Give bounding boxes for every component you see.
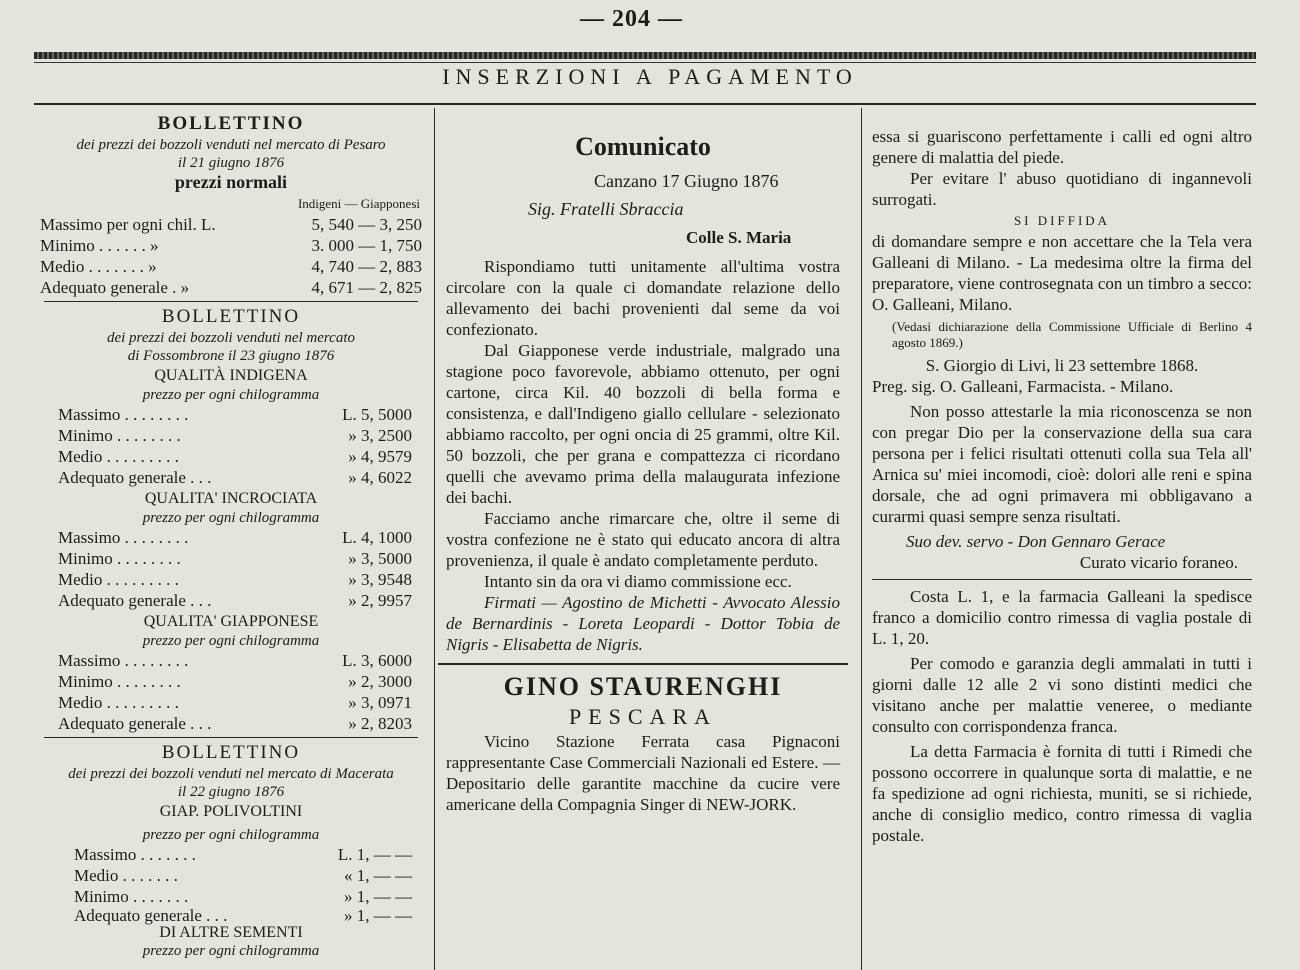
price-row — [40, 235, 422, 256]
comunicato-signatures: Firmati — Agostino de Michetti - Avvocato Alessio de Bernardinis - Loreta Leopardi - Dottor Tobia de Nigris - Elisabetta de Nigris. — [446, 593, 840, 654]
price-label: Medio . . . . . . . . . — [58, 447, 179, 466]
altre-sementi-heading: DI ALTRE SEMENTI — [159, 924, 303, 941]
price-row — [40, 590, 422, 611]
price-value: » 4, 9579 — [348, 447, 412, 466]
bollettino-fossombrone-title: BOLLETTINO — [161, 306, 301, 327]
price-label: Adequato generale . . . — [58, 591, 212, 610]
price-row — [40, 713, 422, 734]
bollettino-macerata-subtitle: dei prezzi dei bozzoli venduti nel mercato di Macerata — [68, 766, 394, 782]
polivoltini-heading: GIAP. POLIVOLTINI — [159, 803, 303, 820]
price-label: Adequato generale . . . — [58, 468, 212, 487]
price-value: » 2, 3000 — [348, 672, 412, 691]
price-label: Minimo . . . . . . . — [74, 887, 189, 906]
price-value: » 4, 6022 — [348, 468, 412, 487]
price-label: Medio . . . . . . . . . — [58, 570, 179, 589]
letter-signature-title: Curato vicario foraneo. — [1079, 553, 1238, 572]
letter-body: Non posso attestarle la mia riconoscenza se non con pregar Dio per la conservazione della sua cara persona per i felici risultati ottenuti colla sua Tela all' Arnica su' miei incomodi, cioè: dolori alle reni e spina dorsale, che ad ogni primavera mi obbligavano a curarmi quasi sempre senza risultati. — [872, 402, 1252, 526]
price-label: Massimo per ogni chil. L. — [40, 215, 216, 234]
comunicato-dateline: Canzano 17 Giugno 1876 — [594, 171, 779, 191]
price-label: Adequato generale . » — [40, 278, 190, 297]
price-label: Medio . . . . . . . — [74, 866, 178, 885]
tela-paragraph: Per evitare l' abuso quotidiano di ingannevoli surrogati. — [872, 169, 1252, 209]
price-label: Minimo . . . . . . . . — [58, 672, 181, 691]
price-value: L. 3, 6000 — [342, 651, 412, 670]
ad-divider — [438, 663, 848, 665]
pricing-paragraph: Costa L. 1, e la farmacia Galleani la spedisce franco a domicilio contro rimessa di vaglia postale di L. 1, 20. — [872, 587, 1252, 648]
price-label: Massimo . . . . . . . . — [58, 528, 189, 547]
comunicato-paragraph: Intanto sin da ora vi diamo commissione ecc. — [484, 572, 792, 591]
price-row — [40, 527, 422, 548]
divider — [44, 301, 418, 302]
price-row — [40, 671, 422, 692]
price-label: Minimo . . . . . . . . — [58, 549, 181, 568]
comunicato-paragraph: Rispondiamo tutti unitamente all'ultima vostra circolare con la quale ci domandate relazione dello allevamento dei bachi provenienti dal seme da voi confezionato. — [446, 257, 840, 339]
price-value: L. 1, — — — [337, 845, 412, 864]
commission-note: (Vedasi dichiarazione della Commissione Ufficiale di Berlino 4 agosto 1869.) — [892, 319, 1252, 350]
top-rule-thin — [34, 62, 1256, 63]
price-label: Medio . . . . . . . » — [40, 257, 157, 276]
price-row — [40, 446, 422, 467]
column-comunicato — [446, 118, 840, 815]
tela-paragraph: essa si guariscono perfettamente i calli ed ogni altro genere di malattia del piede. — [872, 127, 1252, 167]
comunicato-paragraph: Dal Giapponese verde industriale, malgrado una stagione poco favorevole, abbiamo ottenuto, per ogni cartone, circa Kil. 40 bozzoli di bella forma e consistenza, e dall'Indigeno giallo cellulare - selezionato abbiamo raccolto, per ogni oncia di 25 grammi, oltre Kil. 50 bozzoli, che per grana e compattezza ci ricordano quelli che avevamo prima della malaugurata infezione dei bachi. — [446, 341, 840, 507]
ad-city: PESCARA — [568, 704, 718, 729]
price-columns-header: Indigeni — Giapponesi — [297, 196, 420, 211]
price-row — [40, 548, 422, 569]
column-divider-right — [861, 108, 862, 970]
diffida-heading: SI DIFFIDA — [1013, 213, 1111, 228]
medical-paragraph: Per comodo e garanzia degli ammalati in tutti i giorni dalle 12 alle 2 vi sono distinti medici che visitano anche per malattie veneree, o mediante consulto con corrispondenza franca. — [872, 654, 1252, 736]
column-divider-left — [434, 108, 435, 970]
price-row — [40, 467, 422, 488]
ad-title: GINO STAURENGHI — [503, 672, 783, 701]
polivoltini-subheading: prezzo per ogni chilogramma — [142, 827, 320, 843]
tela-paragraph: di domandare sempre e non accettare che la Tela vera Galleani di Milano. - La medesima oltre la firma del preparatore, viene controsegnata con un timbro a secco: O. Galleani, Milano. — [872, 232, 1252, 314]
price-value: « 1, — — — [344, 866, 412, 885]
letter-signature: Suo dev. servo - Don Gennaro Gerace — [906, 532, 1166, 551]
price-row — [40, 886, 422, 907]
bollettino-pesaro-date: il 21 giugno 1876 — [177, 155, 285, 171]
bollettino-macerata-title: BOLLETTINO — [161, 742, 301, 763]
bollettino-pesaro-subtitle: dei prezzi dei bozzoli venduti nel mercato di Pesaro — [76, 137, 386, 153]
bollettino-fossombrone-date: di Fossombrone il 23 giugno 1876 — [127, 348, 335, 364]
price-value: » 1, — — — [344, 887, 412, 906]
column-tela-galleani — [872, 126, 1252, 846]
price-row — [40, 692, 422, 713]
price-value: 4, 740 — 2, 883 — [311, 257, 422, 276]
price-value: L. 4, 1000 — [342, 528, 412, 547]
comunicato-addressee: Sig. Fratelli Sbraccia — [528, 199, 684, 219]
ad-text: Vicino Stazione Ferrata casa Pignaconi rappresentante Case Commerciali Nazionali ed Estere. — Depositario delle garantite macchine da cucire vere americane della Compagnia Singer di NEW-JORK. — [446, 732, 840, 814]
quality-indigena-subheading: prezzo per ogni chilogramma — [142, 387, 320, 403]
price-row — [40, 844, 422, 865]
price-row — [40, 907, 422, 924]
bollettino-macerata-date: il 22 giugno 1876 — [177, 784, 285, 800]
pharmacy-paragraph: La detta Farmacia è fornita di tutti i Rimedi che possono occorrere in qualunque sorta di malattie, e ne fa spedizione ad ogni richiesta, muniti, se si richiede, anche di consiglio medico, contro rimessa di vaglia postale. — [872, 742, 1252, 845]
price-row — [40, 865, 422, 886]
top-rule — [34, 52, 1256, 59]
price-row — [40, 256, 422, 277]
price-value: 5, 540 — 3, 250 — [311, 215, 422, 234]
altre-sementi-subheading: prezzo per ogni chilogramma — [142, 943, 320, 959]
price-label: Minimo . . . . . . . . — [58, 426, 181, 445]
price-row — [40, 569, 422, 590]
price-label: Massimo . . . . . . . . — [58, 651, 189, 670]
price-row — [40, 277, 422, 298]
letter-salutation: Preg. sig. O. Galleani, Farmacista. - Milano. — [872, 377, 1174, 396]
header-rule — [34, 103, 1256, 105]
price-label: Adequato generale . . . — [74, 906, 228, 925]
comunicato-paragraph: Facciamo anche rimarcare che, oltre il seme di vostra confezione ne è stato qui educato ancora di altra provenienza, il quale è andato completamente perduto. — [446, 509, 840, 570]
quality-giapponese-subheading: prezzo per ogni chilogramma — [142, 633, 320, 649]
price-value: » 1, — — — [344, 906, 412, 925]
price-value: 4, 671 — 2, 825 — [311, 278, 422, 297]
quality-giapponese-heading: QUALITA' GIAPPONESE — [143, 613, 319, 630]
price-value: » 3, 5000 — [348, 549, 412, 568]
price-row — [40, 214, 422, 235]
prezzi-normali-heading: prezzi normali — [174, 172, 288, 192]
comunicato-title: Comunicato — [575, 132, 711, 161]
price-label: Massimo . . . . . . . — [74, 845, 196, 864]
price-value: » 3, 9548 — [348, 570, 412, 589]
divider — [872, 579, 1252, 580]
quality-incrociata-subheading: prezzo per ogni chilogramma — [142, 510, 320, 526]
section-title: INSERZIONI A PAGAMENTO — [442, 64, 858, 89]
quality-indigena-heading: QUALITÀ INDIGENA — [154, 367, 308, 384]
column-bollettini — [40, 112, 422, 960]
price-value: L. 5, 5000 — [342, 405, 412, 424]
price-row — [40, 650, 422, 671]
price-value: 3. 000 — 1, 750 — [311, 236, 422, 255]
bollettino-pesaro-title: BOLLETTINO — [157, 113, 305, 134]
price-row — [40, 425, 422, 446]
price-label: Adequato generale . . . — [58, 714, 212, 733]
bollettino-fossombrone-subtitle: dei prezzi dei bozzoli venduti nel mercato — [106, 330, 355, 346]
price-value: » 2, 8203 — [348, 714, 412, 733]
page-number: — 204 — — [580, 6, 683, 32]
quality-incrociata-heading: QUALITA' INCROCIATA — [144, 490, 318, 507]
price-value: » 3, 0971 — [348, 693, 412, 712]
price-value: » 2, 9957 — [348, 591, 412, 610]
price-value: » 3, 2500 — [348, 426, 412, 445]
price-row — [40, 404, 422, 425]
price-label: Massimo . . . . . . . . — [58, 405, 189, 424]
comunicato-place: Colle S. Maria — [686, 228, 792, 247]
letter-dateline: S. Giorgio di Livi, li 23 settembre 1868. — [925, 356, 1199, 375]
divider — [44, 737, 418, 738]
price-label: Minimo . . . . . . » — [40, 236, 159, 255]
price-label: Medio . . . . . . . . . — [58, 693, 179, 712]
